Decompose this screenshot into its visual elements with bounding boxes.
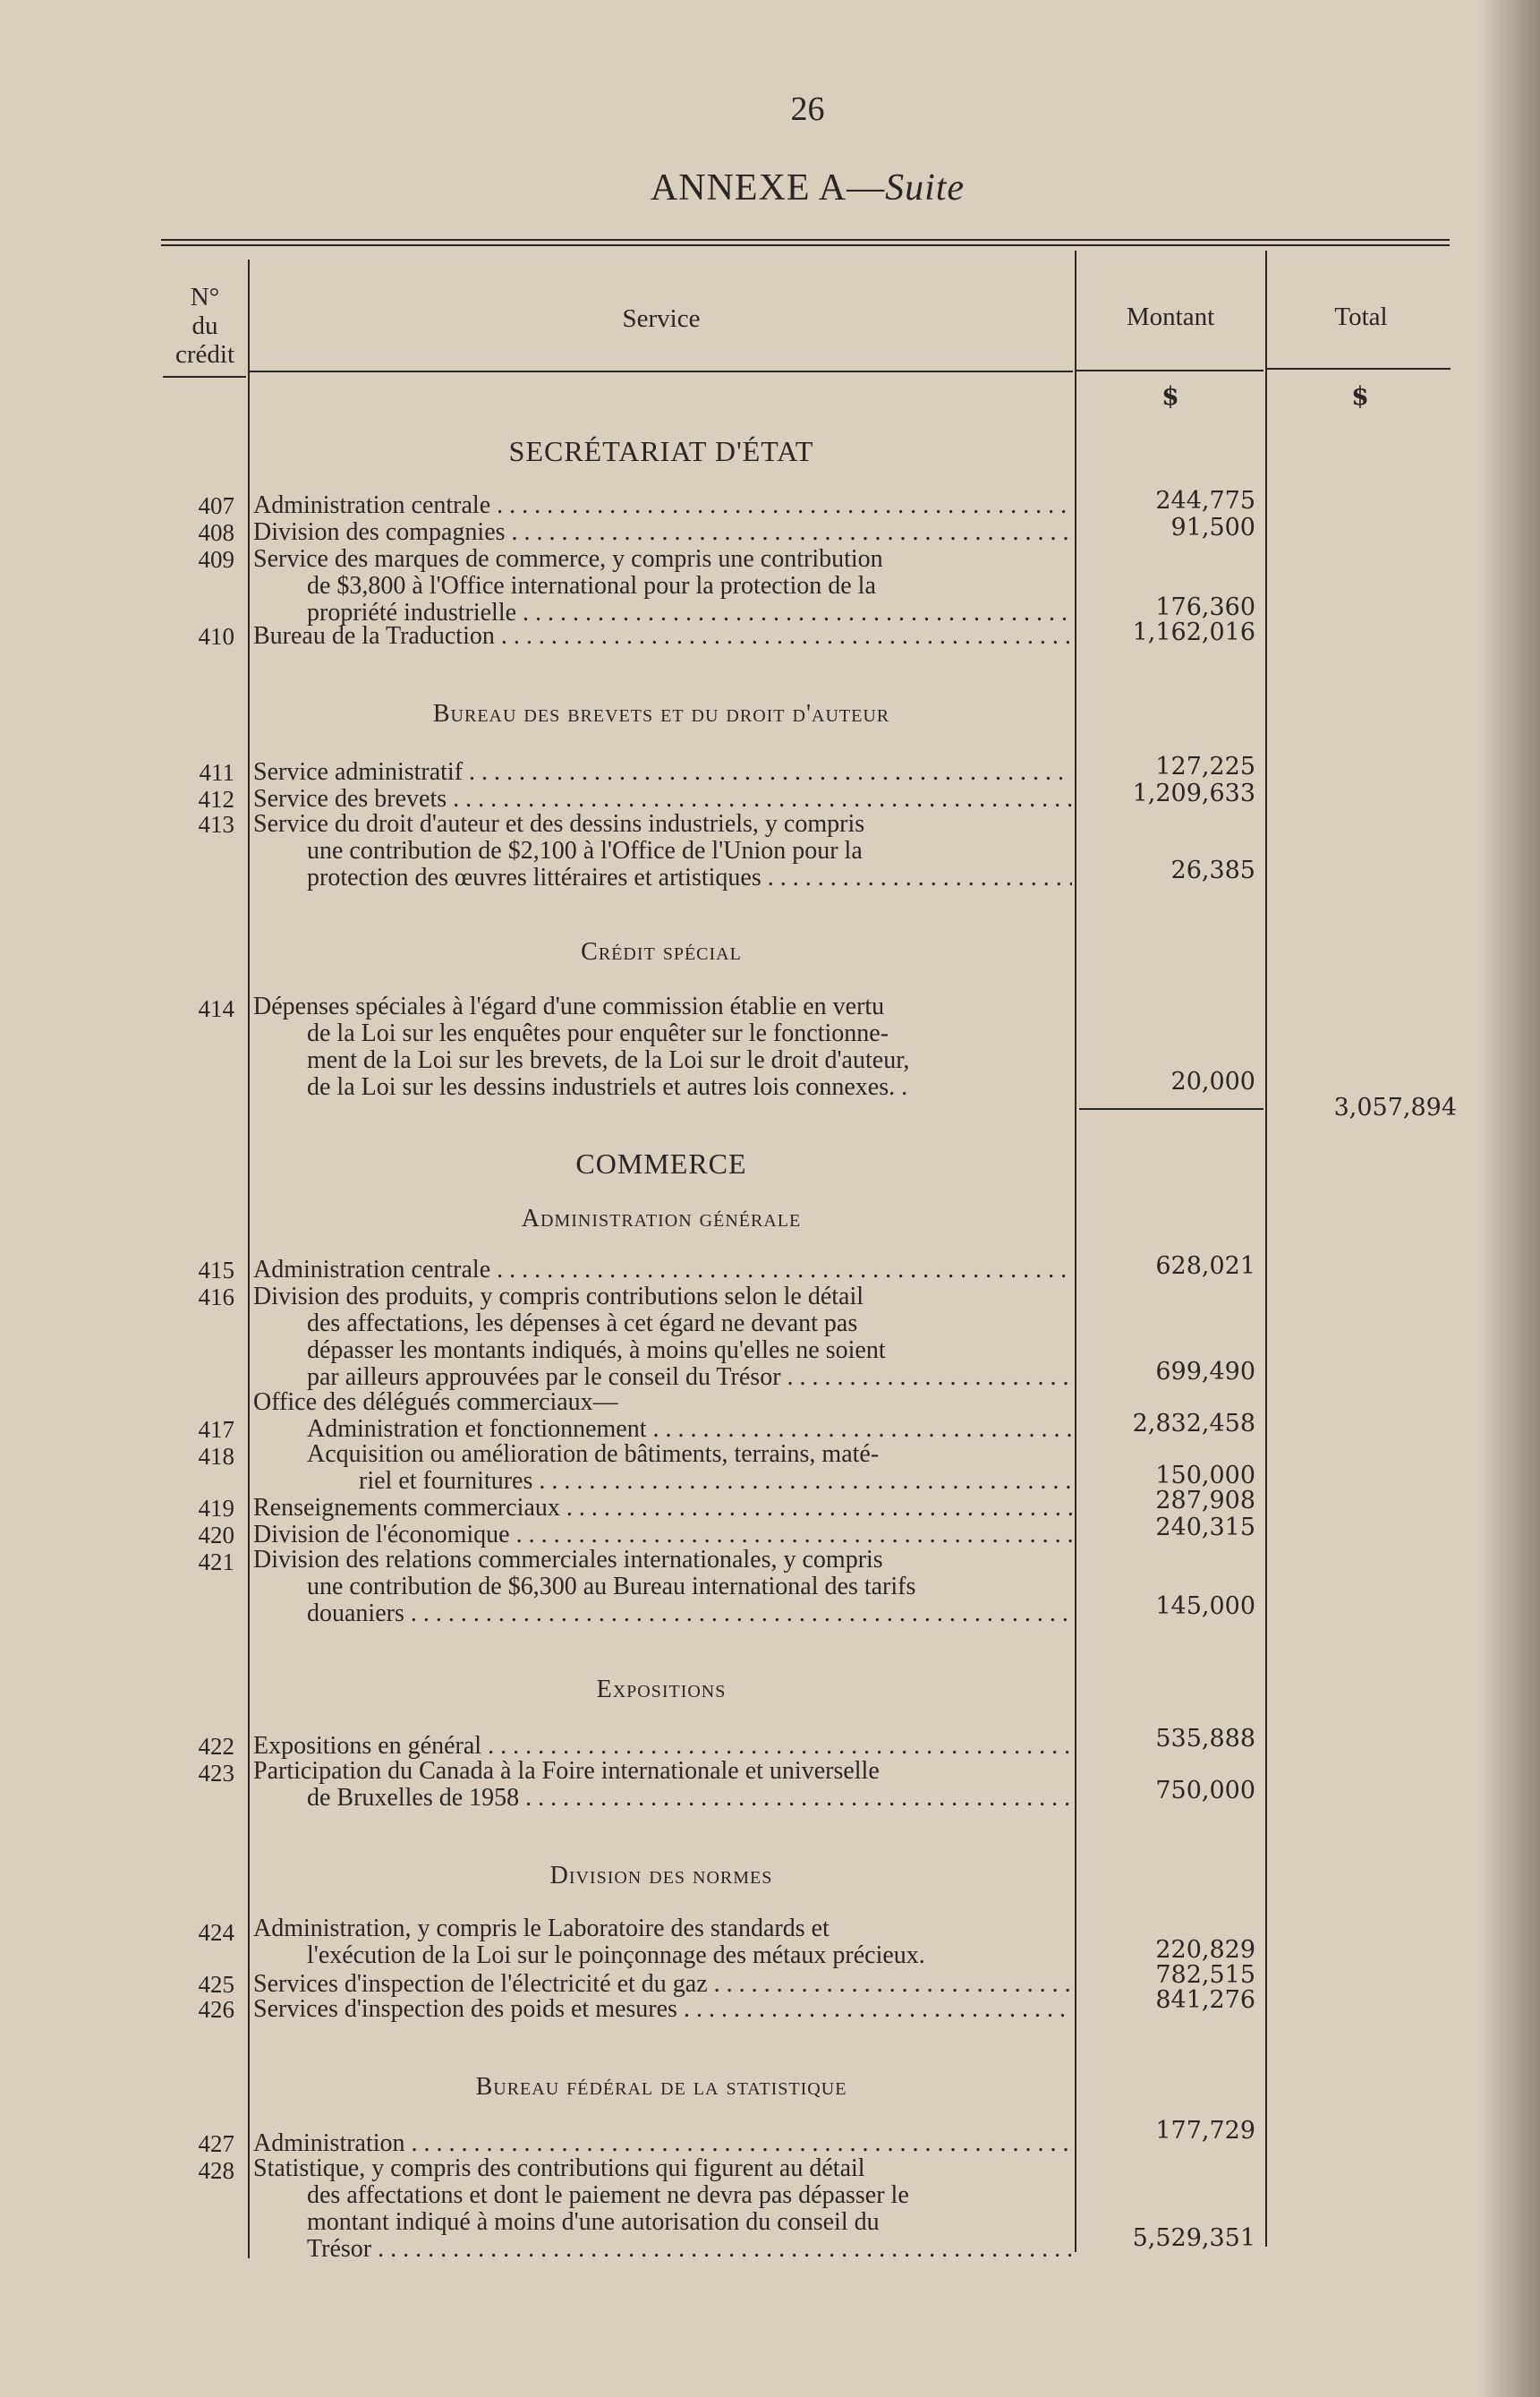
- item-amount: 750,000: [1155, 1777, 1255, 1804]
- item-amount: 240,315: [1155, 1514, 1255, 1541]
- item-amount: 220,829: [1155, 1936, 1255, 1964]
- item-description: Acquisition ou amélioration de bâtiments, terrains, maté- riel et fournitures . . .: [253, 1441, 1072, 1495]
- credit-number: 417: [198, 1416, 234, 1443]
- item-amount: 26,385: [1170, 857, 1255, 884]
- item-amount: 150,000: [1155, 1462, 1255, 1489]
- item-amount: 2,832,458: [1132, 1410, 1255, 1437]
- item-amount: 20,000: [1170, 1068, 1255, 1096]
- header-underline-total: [1267, 368, 1451, 370]
- credit-number: 407: [198, 492, 234, 519]
- item-description: Division des produits, y compris contributions selon le détail des affectations, les dépenses à cet égard ne devant pas dépasser les montants indiqués, à moins qu'elles ne soient par ailleurs approuvées par le conseil du Trésor . . .: [253, 1284, 1072, 1391]
- item-description: Expositions en général . . .: [253, 1733, 1072, 1760]
- credit-number: 412: [198, 786, 234, 813]
- montant-header: Montant: [1126, 303, 1215, 331]
- credit-number: 418: [198, 1443, 234, 1470]
- item-amount: 841,276: [1155, 1986, 1255, 2014]
- credit-number: 413: [198, 811, 234, 838]
- item-description: Service des brevets . . .: [253, 786, 1072, 813]
- heading-main: ANNEXE A—: [650, 167, 886, 209]
- section-admin-generale: Administration générale: [521, 1205, 802, 1233]
- credit-number: 424: [198, 1919, 234, 1946]
- page-edge-shadow: [1477, 0, 1540, 2397]
- credit-number: 414: [198, 995, 234, 1022]
- item-description: Dépenses spéciales à l'égard d'une commission établie en vertu de la Loi sur les enquêtes pour enquêter sur le fonctionne- ment de la Loi sur les brevets, de la Loi sur le droit d'auteur, de la Loi sur les dessins industriels et autres lois connexes. .: [253, 993, 910, 1101]
- column-divider-2: [1075, 251, 1076, 2252]
- credit-number: 426: [198, 1996, 234, 2023]
- top-rule: [161, 239, 1450, 241]
- credit-number: 428: [198, 2157, 234, 2184]
- total-currency: $: [1351, 381, 1369, 411]
- credit-number: 409: [198, 546, 234, 573]
- item-amount: 176,360: [1155, 593, 1255, 621]
- credit-number: 419: [198, 1495, 234, 1522]
- item-amount: 287,908: [1155, 1487, 1255, 1514]
- credit-number: 425: [198, 1971, 234, 1998]
- column-divider-3: [1265, 251, 1267, 2247]
- credit-number: 420: [198, 1522, 234, 1548]
- column-divider-1: [248, 260, 250, 2258]
- credit-number: 415: [198, 1257, 234, 1284]
- item-description: Services d'inspection des poids et mesures . . .: [253, 1996, 1072, 2023]
- item-description: Statistique, y compris des contributions qui figurent au détail des affectations et dont le paiement ne devra pas dépasser le montant indiqué à moins d'une autorisation du conseil du Trésor . . .: [253, 2155, 1072, 2263]
- item-description: Service du droit d'auteur et des dessins industriels, y compris une contribution de $2,100 à l'Office de l'Union pour la protection des œuvres littéraires et artistiques . . .: [253, 811, 1072, 891]
- item-amount: 699,490: [1155, 1358, 1255, 1386]
- header-underline-credit: [163, 376, 246, 378]
- credit-number: 422: [198, 1733, 234, 1760]
- section-brevets: Bureau des brevets et du droit d'auteur: [432, 700, 890, 728]
- item-description: Service administratif . . .: [253, 759, 1072, 786]
- section-expositions: Expositions: [596, 1676, 727, 1703]
- item-amount: 1,209,633: [1132, 780, 1255, 807]
- section-credit-special: Crédit spécial: [581, 938, 742, 966]
- credit-number: 421: [198, 1548, 234, 1575]
- montant-currency: $: [1161, 381, 1179, 411]
- item-amount: 5,529,351: [1132, 2224, 1255, 2252]
- subtotal-rule: [1079, 1108, 1263, 1110]
- item-description: Division des compagnies . . .: [253, 519, 1072, 546]
- header-underline-montant: [1076, 370, 1263, 371]
- item-description: Administration centrale . . .: [253, 492, 1072, 519]
- credit-number: 411: [199, 759, 234, 786]
- header-underline-service: [250, 371, 1073, 372]
- item-amount: 782,515: [1155, 1961, 1255, 1989]
- item-description: Administration et fonctionnement . . .: [253, 1416, 1072, 1443]
- total-header: Total: [1334, 303, 1388, 331]
- credit-header-line2: du: [191, 311, 218, 340]
- item-amount: 91,500: [1170, 514, 1255, 542]
- item-amount: 127,225: [1155, 753, 1255, 781]
- item-description: Service des marques de commerce, y compris une contribution de $3,800 à l'Office international pour la protection de la propriété industrielle . . .: [253, 546, 1072, 627]
- credit-number: 423: [198, 1760, 234, 1787]
- page-heading: [0, 166, 1540, 209]
- item-amount: 1,162,016: [1132, 618, 1255, 646]
- item-amount: 145,000: [1155, 1592, 1255, 1620]
- credit-number: 408: [198, 519, 234, 546]
- item-description: Services d'inspection de l'électricité et du gaz . . .: [253, 1971, 1072, 1998]
- section-secretariat: SECRÉTARIAT D'ÉTAT: [508, 435, 814, 467]
- item-description: Participation du Canada à la Foire internationale et universelle de Bruxelles de 1958 . . .: [253, 1758, 1072, 1812]
- section-commerce: COMMERCE: [575, 1147, 747, 1180]
- item-description: Division des relations commerciales internationales, y compris une contribution de $6,300 au Bureau international des tarifs douaniers . . .: [253, 1547, 1072, 1627]
- service-header: Service: [622, 304, 701, 333]
- item-description: Bureau de la Traduction . . .: [253, 623, 1072, 650]
- item-description: Administration centrale . . .: [253, 1257, 1072, 1284]
- item-description: Renseignements commerciaux . . .: [253, 1495, 1072, 1522]
- section-total: 3,057,894: [1333, 1094, 1457, 1122]
- item-amount: 535,888: [1155, 1725, 1255, 1753]
- credit-number-header: [161, 283, 249, 369]
- group-label: Office des délégués commerciaux—: [253, 1388, 618, 1416]
- section-normes: Division des normes: [549, 1862, 773, 1889]
- credit-number: 410: [198, 623, 234, 650]
- credit-header-line1: N°: [190, 283, 220, 311]
- credit-number: 416: [198, 1284, 234, 1310]
- item-description: Division de l'économique . . .: [253, 1522, 1072, 1548]
- item-amount: 628,021: [1155, 1252, 1255, 1280]
- item-amount: 177,729: [1155, 2117, 1255, 2145]
- heading-suite: Suite: [885, 167, 966, 209]
- section-statistique: Bureau fédéral de la statistique: [475, 2073, 847, 2101]
- item-amount: 244,775: [1155, 487, 1255, 515]
- page-number: 26: [790, 90, 825, 128]
- item-description: Administration . . .: [253, 2130, 1072, 2157]
- item-description: Administration, y compris le Laboratoire des standards et l'exécution de la Loi sur le poinçonnage des métaux précieux.: [253, 1915, 925, 1969]
- credit-number: 427: [198, 2130, 234, 2157]
- top-rule-2: [161, 244, 1450, 246]
- credit-header-line3: crédit: [174, 340, 234, 369]
